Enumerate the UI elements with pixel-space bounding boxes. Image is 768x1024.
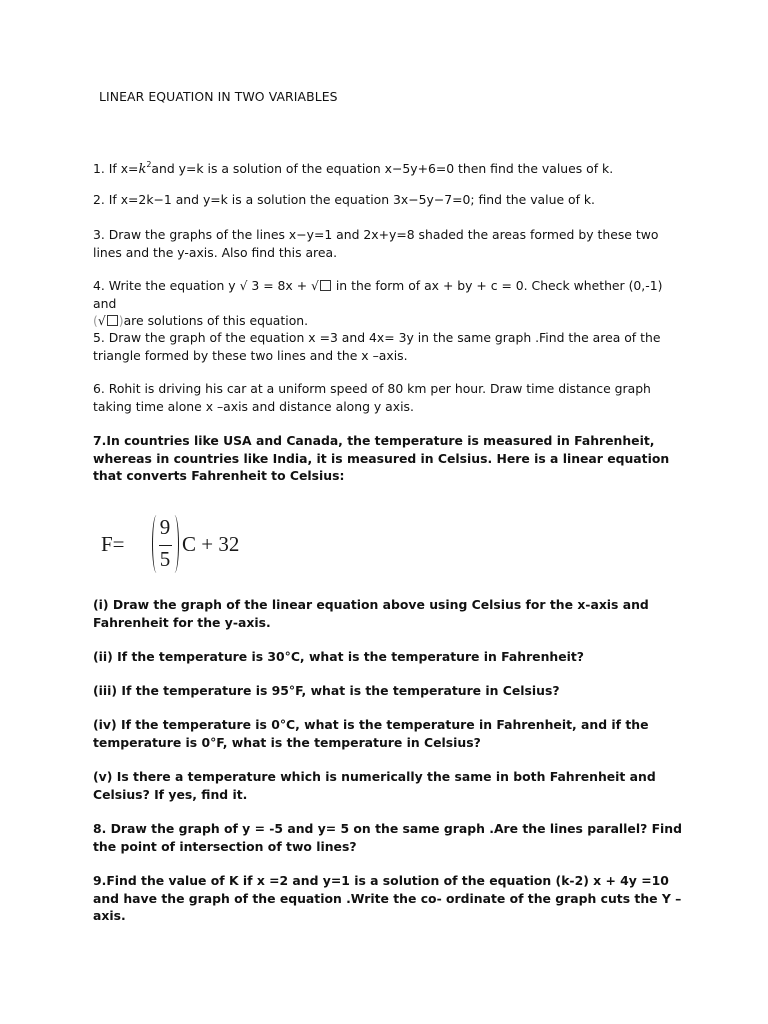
missing-glyph-box bbox=[107, 315, 118, 326]
question-4-text-a: 4. Write the equation y √ 3 = 8x + √ bbox=[93, 278, 319, 293]
question-1-text-b: and y=k is a solution of the equation x−5y+6=0 then find the values of k. bbox=[151, 161, 614, 176]
question-2: 2. If x=2k−1 and y=k is a solution the equation 3x−5y−7=0; find the value of k. bbox=[93, 192, 595, 207]
question-9: 9.Find the value of K if x =2 and y=1 is a solution of the equation (k-2) x + 4y =10 and have the graph of the equation .Write the co- ordinate of the graph cuts the Y –axis. bbox=[93, 873, 682, 923]
question-1-text-a: 1. If x= bbox=[93, 161, 139, 176]
right-paren bbox=[170, 515, 179, 573]
formula-rhs: C + 32 bbox=[182, 532, 240, 556]
question-1-exponent: 2 bbox=[146, 160, 152, 169]
question-7-iii: (iii) If the temperature is 95°F, what is the temperature in Celsius? bbox=[93, 683, 560, 698]
question-4-text-f: are solutions of this equation. bbox=[123, 313, 309, 328]
question-6: 6. Rohit is driving his car at a uniform speed of 80 km per hour. Draw time distance graph taking time alone x –axis and distance along y axis. bbox=[93, 381, 651, 414]
formula-lhs: F= bbox=[101, 532, 125, 556]
missing-glyph-box bbox=[320, 280, 331, 291]
fraction-denominator: 5 bbox=[159, 547, 171, 571]
question-4-close-paren: ) bbox=[118, 313, 124, 328]
question-1 bbox=[93, 156, 683, 179]
question-4-sqrt: √ bbox=[97, 313, 106, 328]
question-1-k: k bbox=[138, 162, 147, 177]
question-4 bbox=[93, 277, 683, 330]
document-title: LINEAR EQUATION IN TWO VARIABLES bbox=[99, 89, 338, 104]
question-8: 8. Draw the graph of y = -5 and y= 5 on the same graph .Are the lines parallel? Find the point of intersection of two lines? bbox=[93, 821, 682, 854]
question-7: 7.In countries like USA and Canada, the temperature is measured in Fahrenheit, whereas in countries like India, it is measured in Celsius. Here is a linear equation that converts Fahrenheit to Celsius: bbox=[93, 433, 670, 483]
question-7-iv: (iv) If the temperature is 0°C, what is the temperature in Fahrenheit, and if the temperature is 0°F, what is the temperature in Celsius? bbox=[93, 717, 649, 750]
question-4-open-paren: ( bbox=[93, 313, 98, 328]
question-3: 3. Draw the graphs of the lines x−y=1 and 2x+y=8 shaded the areas formed by these two lines and the y-axis. Also find this area. bbox=[93, 227, 659, 260]
question-5: 5. Draw the graph of the equation x =3 and 4x= 3y in the same graph .Find the area of the triangle formed by these two lines and the x –axis. bbox=[93, 330, 661, 363]
fahrenheit-formula bbox=[98, 513, 268, 575]
question-7-i: (i) Draw the graph of the linear equation above using Celsius for the x-axis and Fahrenheit for the y-axis. bbox=[93, 597, 649, 630]
formula-fraction bbox=[152, 515, 178, 573]
fraction-numerator: 9 bbox=[159, 515, 171, 539]
question-4-text-b: in the form of ax + by + c = 0. Check whether (0,-1) and bbox=[93, 278, 663, 311]
question-7-v: (v) Is there a temperature which is numerically the same in both Fahrenheit and Celsius? If yes, find it. bbox=[93, 769, 656, 802]
question-7-ii: (ii) If the temperature is 30°C, what is the temperature in Fahrenheit? bbox=[93, 649, 584, 664]
